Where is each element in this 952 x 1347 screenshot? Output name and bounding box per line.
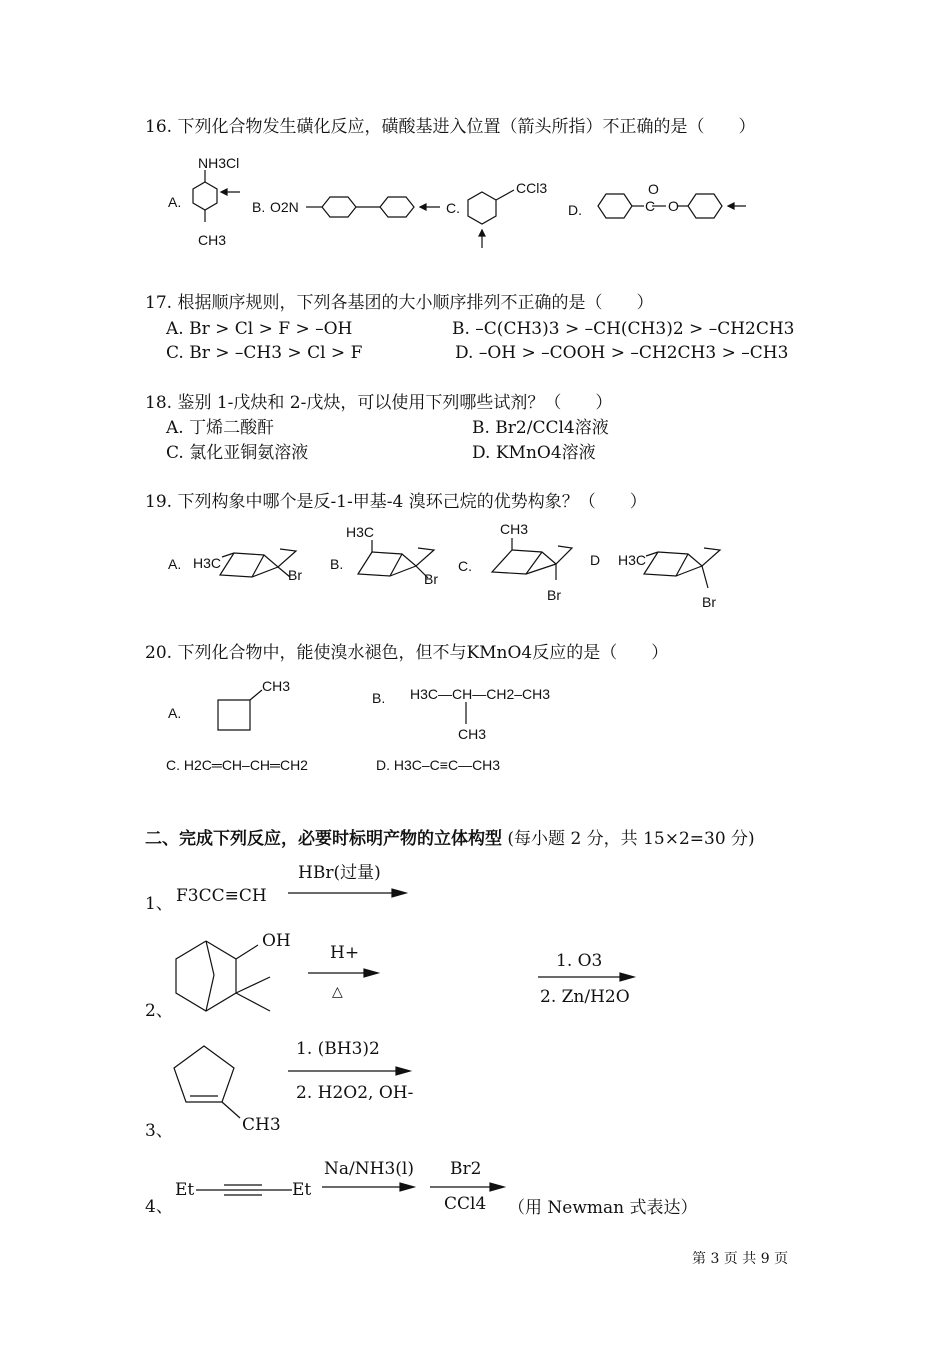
section2-header	[145, 828, 755, 850]
q16-c-structure	[464, 186, 524, 252]
q19-a-label: A.	[168, 556, 182, 572]
q19-d-br: Br	[702, 594, 716, 610]
r2-arrow1	[308, 966, 380, 980]
r4-arrow1	[322, 1180, 416, 1194]
q19-b-h3c: H3C	[346, 524, 375, 540]
q20-b-label: B.	[372, 690, 386, 706]
r1-reactant: F3CC≡CH	[176, 886, 267, 906]
q17-option-d: D. –OH > –COOH > –CH2CH3 > –CH3	[455, 343, 789, 363]
q20-a-ch3: CH3	[262, 678, 291, 694]
r4-arrow2	[430, 1180, 506, 1194]
r3-ch3: CH3	[242, 1115, 281, 1135]
q18-stem: 18. 鉴别 1-戊炔和 2-戊炔，可以使用下列哪些试剂？（ ）	[145, 393, 613, 413]
q16-c-ccl3: CCl3	[516, 180, 548, 196]
q16-a-nh3cl: NH3Cl	[198, 155, 240, 171]
q20-b-formula: H3C—CH—CH2–CH3	[410, 686, 551, 702]
r1-num: 1、	[145, 894, 173, 914]
r2-oh: OH	[262, 931, 291, 951]
q16-a-structure	[188, 170, 248, 240]
q18-option-b: B. Br2/CCl4溶液	[472, 418, 609, 438]
q17-stem: 17. 根据顺序规则，下列各基团的大小顺序排列不正确的是（ ）	[145, 293, 654, 313]
r2-cond1: △	[332, 983, 343, 999]
q16-d-label: D.	[568, 202, 582, 218]
r4-reagent2b: CCl4	[444, 1194, 487, 1214]
q16-b-structure	[300, 190, 450, 230]
r2-arrow2	[538, 970, 636, 984]
page-footer: 第 3 页 共 9 页	[692, 1251, 789, 1267]
q16-a-ch3: CH3	[198, 232, 227, 248]
q19-b-label: B.	[330, 556, 344, 572]
q19-a-br: Br	[288, 567, 302, 583]
q16-d-o2: O	[668, 198, 679, 214]
q16-b-o2n: O2N	[270, 199, 299, 215]
r3-num: 3、	[145, 1121, 173, 1141]
q19-c-ch3: CH3	[500, 521, 529, 537]
r2-reagent2b: 2. Zn/H2O	[540, 987, 630, 1007]
q17-option-c: C. Br > –CH3 > Cl > F	[166, 343, 363, 363]
r1-arrow	[288, 886, 408, 900]
q19-stem: 19. 下列构象中哪个是反-1-甲基-4 溴环己烷的优势构象？（ ）	[145, 492, 647, 512]
r2-reagent1: H+	[330, 943, 360, 963]
r3-methylcyclopentene-structure	[168, 1040, 258, 1122]
q19-d-chair	[644, 544, 734, 604]
r4-reagent1: Na/NH3(l)	[324, 1159, 414, 1179]
q20-a-cyclobutane	[214, 690, 274, 740]
q20-a-label: A.	[168, 705, 182, 721]
q19-c-br: Br	[547, 587, 561, 603]
q19-c-chair	[486, 536, 576, 596]
q16-c-label: C.	[446, 200, 460, 216]
r4-right-et: Et	[292, 1180, 312, 1200]
q17-option-b: B. –C(CH3)3 > –CH(CH3)2 > –CH2CH3	[452, 319, 795, 339]
q16-d-o: O	[648, 181, 659, 197]
q19-b-br: Br	[424, 571, 438, 587]
q19-d-label: D	[590, 552, 601, 568]
r4-left-et: Et	[175, 1180, 195, 1200]
q18-option-a: A. 丁烯二酸酐	[166, 418, 275, 438]
r2-num: 2、	[145, 1001, 173, 1021]
r1-reagent: HBr(过量)	[298, 863, 381, 883]
q18-option-c: C. 氯化亚铜氨溶液	[166, 443, 309, 463]
q16-d-structure	[594, 188, 754, 228]
q16-d-c: C	[645, 198, 656, 214]
q16-a-label: A.	[168, 194, 182, 210]
r3-reagent-b: 2. H2O2, OH-	[296, 1083, 414, 1103]
r4-reagent2a: Br2	[450, 1159, 482, 1179]
r4-num: 4、	[145, 1197, 173, 1217]
q17-option-a: A. Br > Cl > F > –OH	[166, 319, 353, 339]
q20-option-c: C. H2C═CH–CH═CH2	[166, 757, 308, 773]
q20-stem: 20. 下列化合物中，能使溴水褪色，但不与KMnO4反应的是（ ）	[145, 643, 669, 663]
q20-option-d: D. H3C–C≡C—CH3	[376, 757, 501, 773]
q16-b-label: B.	[252, 199, 266, 215]
q19-d-h3c: H3C	[618, 552, 647, 568]
r4-triple-bond	[196, 1180, 296, 1200]
q19-c-label: C.	[458, 558, 472, 574]
r3-reagent-a: 1. (BH3)2	[296, 1039, 380, 1059]
section2-title: 二、完成下列反应，必要时标明产物的立体构型	[145, 829, 502, 849]
r2-reagent2a: 1. O3	[556, 951, 603, 971]
section2-note: (每小题 2 分，共 15×2=30 分)	[507, 829, 755, 849]
q20-b-branch-bond	[462, 700, 472, 728]
r3-arrow	[288, 1064, 412, 1078]
q16-stem: 16. 下列化合物发生磺化反应，磺酸基进入位置（箭头所指）不正确的是（ ）	[145, 117, 756, 137]
q18-option-d: D. KMnO4溶液	[472, 443, 596, 463]
q20-b-ch3: CH3	[458, 726, 487, 742]
q19-a-h3c: H3C	[193, 555, 222, 571]
r4-note: （用 Newman 式表达）	[508, 1198, 698, 1218]
